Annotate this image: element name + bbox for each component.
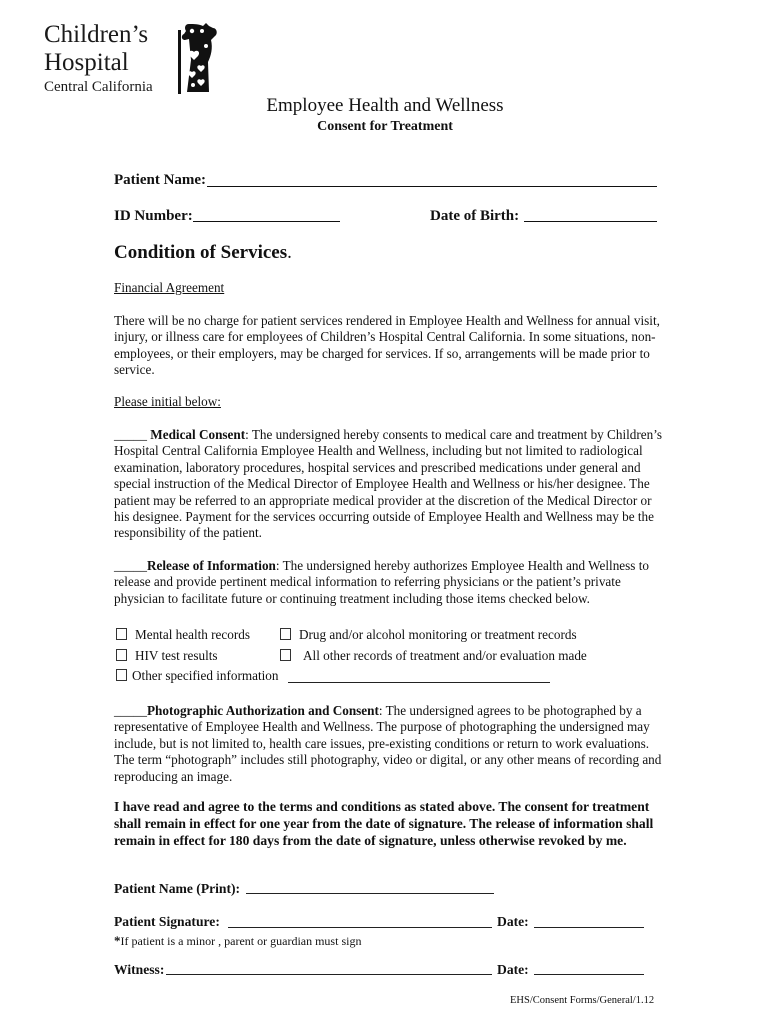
mental-health-label: Mental health records [135,627,250,642]
checkbox-row-drug-alcohol[interactable] [280,627,577,643]
other-specified-field[interactable] [288,682,550,683]
id-number-field[interactable] [193,221,340,222]
patient-signature-field[interactable] [228,927,492,928]
patient-signature-label: Patient Signature: [114,914,220,929]
drug-alcohol-label: Drug and/or alcohol monitoring or treatment records [299,627,577,642]
photo-initial-blank[interactable]: _____ [114,703,147,718]
release-section [114,558,662,607]
checkbox-icon[interactable] [116,628,127,640]
form-subtitle: Consent for Treatment [317,119,453,134]
checkbox-icon[interactable] [116,649,127,661]
checkbox-row-mental-health[interactable] [116,627,250,643]
medical-consent-text: : The undersigned hereby consents to medical care and treatment by Children’s Hospital Central California Employee Health and Wellness, including but not limited to radiological examination, laboratory procedures, hospital services and prescribed medications under general and special instruction of the Medical Director of Employee Health and Wellness or his/her designee. The patient may be referred to an appropriate medical provider at the discretion of the Medical Director or his designee. Payment for the services occurring outside of Employee Health and Wellness may be the responsibility of the patient. [114,427,663,541]
patient-name-print-field[interactable] [246,893,494,894]
patient-name-field[interactable] [207,186,657,187]
all-other-label: All other records of treatment and/or evaluation made [303,648,587,663]
financial-agreement-paragraph: There will be no charge for patient services rendered in Employee Health and Wellness for annual visit, injury, or illness care for employees of Children’s Hospital Central California. In some situations, non-employees, or their employers, may be charged for services. If so, arrangements will be made prior to service. [114,313,660,378]
signature-date-field[interactable] [534,927,644,928]
medical-consent-section [114,427,662,542]
witness-date-label: Date: [497,962,529,977]
section-heading-text: Condition of Services [114,242,288,263]
minor-note-star: * [114,933,121,948]
patient-name-print-label: Patient Name (Print): [114,881,241,896]
minor-note [114,933,361,949]
initial-prompt: Please initial below: [114,394,221,409]
checkbox-row-other-specified[interactable] [116,668,278,684]
section-heading [114,242,292,264]
medical-initial-blank[interactable]: _____ [114,427,147,442]
release-text: : The undersigned hereby authorizes Employee Health and Wellness to release and provide pertinent medical information to referring physicians or the patient’s private physician to facilitate future or continuing treatment including those items checked below. [114,558,649,606]
checkbox-row-all-other[interactable] [280,648,587,664]
financial-agreement-heading: Financial Agreement [114,280,225,295]
checkbox-row-hiv[interactable] [116,648,218,664]
logo-line-3: Central California [44,79,153,95]
patient-name-label: Patient Name: [114,172,207,188]
witness-date-field[interactable] [534,974,644,975]
release-title: Release of Information [146,558,276,573]
photo-title: Photographic Authorization and Consent [146,703,379,718]
logo-line-2: Hospital [44,49,129,76]
section-heading-period: . [287,242,292,263]
photo-section [114,703,662,785]
checkbox-icon[interactable] [280,628,291,640]
giraffe-icon [175,22,219,94]
checkbox-icon[interactable] [280,649,291,661]
witness-field[interactable] [166,974,492,975]
minor-note-text: If patient is a minor , parent or guardian must sign [120,934,362,948]
release-initial-blank[interactable]: _____ [114,558,147,573]
dob-label: Date of Birth: [430,208,520,224]
form-title: Employee Health and Wellness [266,95,504,116]
hiv-label: HIV test results [135,648,218,663]
witness-label: Witness: [114,962,165,977]
logo-line-1: Children’s [44,21,149,48]
signature-date-label: Date: [497,914,529,929]
medical-consent-title: Medical Consent [150,427,246,442]
hospital-logo [44,22,234,100]
dob-field[interactable] [524,221,657,222]
agreement-statement: I have read and agree to the terms and conditions as stated above. The consent for treatment shall remain in effect for one year from the date of signature. The release of information shall remain in effect for 180 days from the date of signature, unless otherwise revoked by me. [114,799,654,848]
financial-agreement-text [114,313,662,379]
photo-text: : The undersigned agrees to be photographed by a representative of Employee Health and Wellness. The purpose of photographing the undersigned may include, but is not limited to, health care issues, pre-existing conditions or return to work evaluations. The term “photograph” includes still photography, video or digital, or any other means of recording and reproducing an image. [114,703,662,784]
form-code: EHS/Consent Forms/General/1.12 [510,995,655,1006]
checkbox-icon[interactable] [116,669,127,681]
other-specified-label: Other specified information [132,668,279,683]
id-number-label: ID Number: [114,208,193,224]
